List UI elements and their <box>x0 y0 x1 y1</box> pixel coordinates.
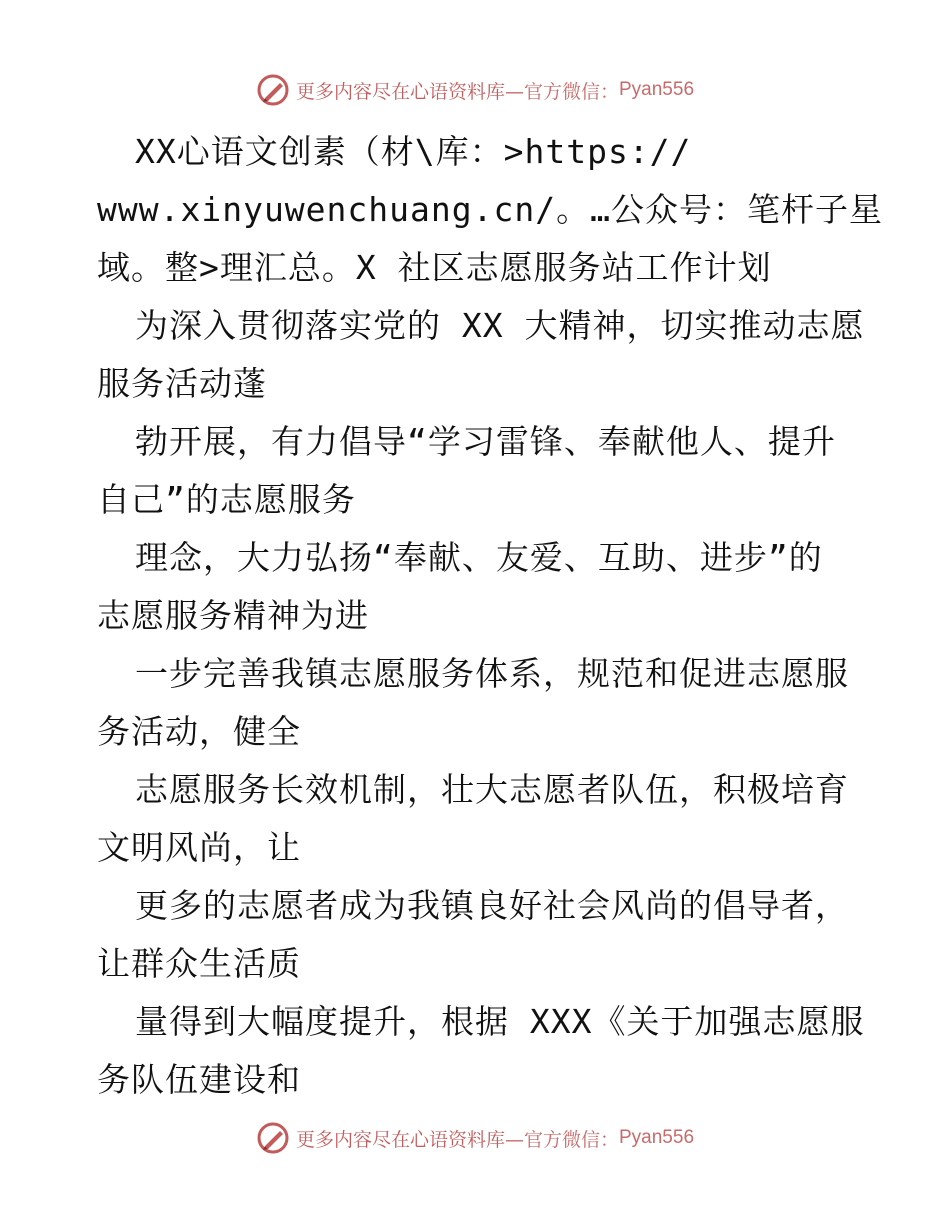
body-line: 文明风尚，让 <box>97 828 301 867</box>
body-line: 务队伍建设和 <box>97 1060 301 1099</box>
banner-wechat-id: Pyan556 <box>619 1127 695 1148</box>
body-line: XX心语文创素（材\库：>https:// <box>135 132 692 171</box>
body-line: 勃开展，有力倡导“学习雷锋、奉献他人、提升 <box>135 422 836 461</box>
body-line: 理念，大力弘扬“奉献、友爱、互助、进步”的 <box>135 538 823 577</box>
body-line: www.xinyuwenchuang.cn/。…公众号：笔杆子星 <box>97 190 883 229</box>
body-line: 自己”的志愿服务 <box>97 480 356 519</box>
body-line: 志愿服务精神为进 <box>97 596 369 635</box>
body-line: 为深入贯彻落实党的 XX 大精神，切实推动志愿 <box>135 306 865 345</box>
banner-official-text: —官方微信： <box>504 80 619 103</box>
banner-wechat-id: Pyan556 <box>619 79 695 100</box>
body-line: 让群众生活质 <box>97 944 301 983</box>
banner-brand-text: 更多内容尽在心语资料库 <box>295 1128 505 1151</box>
pen-circle-logo-icon <box>256 1121 290 1155</box>
banner-brand-text: 更多内容尽在心语资料库 <box>295 80 505 103</box>
footer-banner <box>0 1118 950 1158</box>
body-line: 量得到大幅度提升，根据 XXX《关于加强志愿服 <box>135 1002 865 1041</box>
banner-official-text: —官方微信： <box>504 1128 619 1151</box>
header-banner <box>0 70 950 110</box>
body-line: 更多的志愿者成为我镇良好社会风尚的倡导者， <box>135 886 849 925</box>
body-line: 一步完善我镇志愿服务体系，规范和促进志愿服 <box>135 654 849 693</box>
document-body <box>97 123 883 1109</box>
body-line: 务活动，健全 <box>97 712 301 751</box>
body-line: 域。整>理汇总。X 社区志愿服务站工作计划 <box>97 248 772 287</box>
body-line: 服务活动蓬 <box>97 364 267 403</box>
body-line: 志愿服务长效机制，壮大志愿者队伍，积极培育 <box>135 770 849 809</box>
pen-circle-logo-icon <box>256 73 290 107</box>
